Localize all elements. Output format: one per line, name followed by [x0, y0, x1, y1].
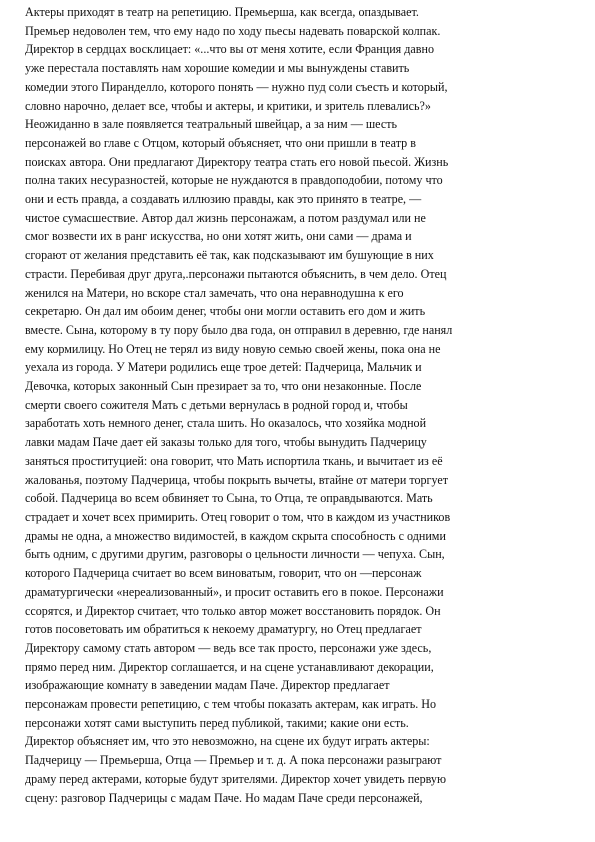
text-line: персонажам провести репетицию, с тем чтобы показать актерам, как играть. Но — [25, 697, 437, 712]
text-line: драматургически «нереализованный», и просит оставить его в покое. Персонажи — [25, 584, 444, 599]
text-line: комедии этого Пиранделло, которого понять — нужно пуд соли съесть и который, — [25, 79, 448, 94]
text-line: ссорятся, и Директор считает, что только автор может восстановить порядок. Он — [25, 603, 441, 618]
text-line: Актеры приходят в театр на репетицию. Премьерша, как всегда, опаздывает. — [25, 5, 419, 19]
text-line: собой. Падчерица во всем обвиняет то Сына, то Отца, те оправдываются. Мать — [25, 491, 433, 506]
text-line: лавки мадам Паче дает ей заказы только для того, чтобы вынудить Падчерицу — [25, 435, 427, 450]
text-line: драму перед актерами, которые будут зрителями. Директор хочет увидеть первую — [25, 771, 446, 786]
text-line: которого Падчерица считает во всем виноватым, говорит, что он —персонаж — [25, 566, 422, 581]
text-line: Директор объясняет им, что это невозможно, на сцене их будут играть актеры: — [25, 734, 430, 749]
text-line: страсти. Перебивая друг друга,.персонажи пытаются объяснить, в чем дело. Отец — [25, 266, 447, 281]
text-line: женился на Матери, но вскоре стал замечать, что она неравнодушна к его — [25, 285, 404, 300]
text-line: Падчерицу — Премьерша, Отца — Премьер и т. д. А пока персонажи разыграют — [25, 753, 442, 768]
text-line: смерти своего сожителя Мать с детьми вернулась в родной город и, чтобы — [25, 397, 408, 412]
text-line: заняться проституцией: она говорит, что Мать испортила ткань, и вычитает из её — [25, 453, 443, 468]
text-line: поисках автора. Они предлагают Директору театра стать его новой пьесой. Жизнь — [25, 154, 449, 169]
text-line: секретарю. Он дал им обоим денег, чтобы они могли оставить его дом и жить — [25, 304, 426, 319]
text-line: сцену: разговор Падчерицы с мадам Паче. Но мадам Паче среди персонажей, — [25, 790, 423, 805]
text-line: они и есть правда, а создавать иллюзию правды, как это принято в театре, — — [25, 192, 422, 207]
text-line: быть одним, с другими другим, разговоры о цельности личности — чепуха. Сын, — [25, 547, 445, 562]
text-line: смог возвести их в ранг искусства, но они хотят жить, они сами — драма и — [25, 229, 412, 244]
text-line: Премьер недоволен тем, что ему надо по ходу пьесы надевать поварской колпак. — [25, 23, 441, 38]
text-line: Девочка, которых законный Сын презирает за то, что они незаконные. После — [25, 379, 422, 394]
text-line: уже перестала поставлять нам хорошие комедии и мы вынуждены ставить — [25, 61, 410, 76]
text-line: персонажей во главе с Отцом, который объясняет, что они пришли в театр в — [25, 135, 416, 150]
text-line: уехала из города. У Матери родились еще трое детей: Падчерица, Мальчик и — [25, 360, 422, 375]
body-text — [25, 3, 585, 807]
text-line: готов посоветовать им обратиться к некоему драматургу, но Отец предлагает — [25, 622, 422, 637]
text-line: Неожиданно в зале появляется театральный швейцар, а за ним — шесть — [25, 117, 398, 132]
text-line: Директору самому стать автором — ведь все так просто, персонажи уже здесь, — [25, 640, 432, 655]
text-line: персонажи хотят сами выступить перед публикой, такими; какие они есть. — [25, 715, 409, 730]
text-line: полна таких несуразностей, которые не нуждаются в правдоподобии, потому что — [25, 173, 443, 188]
text-line: драмы не одна, а множество видимостей, в каждом скрыта способность с одними — [25, 528, 446, 543]
text-line: заработать хоть немного денег, стала шить. Но оказалось, что хозяйка модной — [25, 416, 427, 431]
text-line: страдает и хочет всех примирить. Отец говорит о том, что в каждом из участников — [25, 509, 451, 524]
text-line: словно нарочно, делает все, чтобы и актеры, и критики, и зритель плевались?» — [25, 98, 431, 113]
text-line: прямо перед ним. Директор соглашается, и на сцене устанавливают декорации, — [25, 659, 434, 674]
text-line: ему кормилицу. Но Отец не терял из виду новую семью своей жены, пока она не — [25, 341, 441, 356]
text-line: вместе. Сына, которому в ту пору было два года, он отправил в деревню, где нанял — [25, 322, 453, 337]
text-line: жалованья, поэтому Падчерица, чтобы покрыть вычеты, втайне от матери торгует — [25, 472, 449, 487]
text-line: Директор в сердцах восклицает: «...что вы от меня хотите, если Франция давно — [25, 42, 435, 57]
text-line: чистое сумасшествие. Автор дал жизнь персонажам, а потом раздумал или не — [25, 210, 426, 225]
text-line: изображающие комнату в заведении мадам Паче. Директор предлагает — [25, 678, 390, 693]
text-line: сгорают от желания представить её так, как подсказывают им бушующие в них — [25, 248, 434, 263]
